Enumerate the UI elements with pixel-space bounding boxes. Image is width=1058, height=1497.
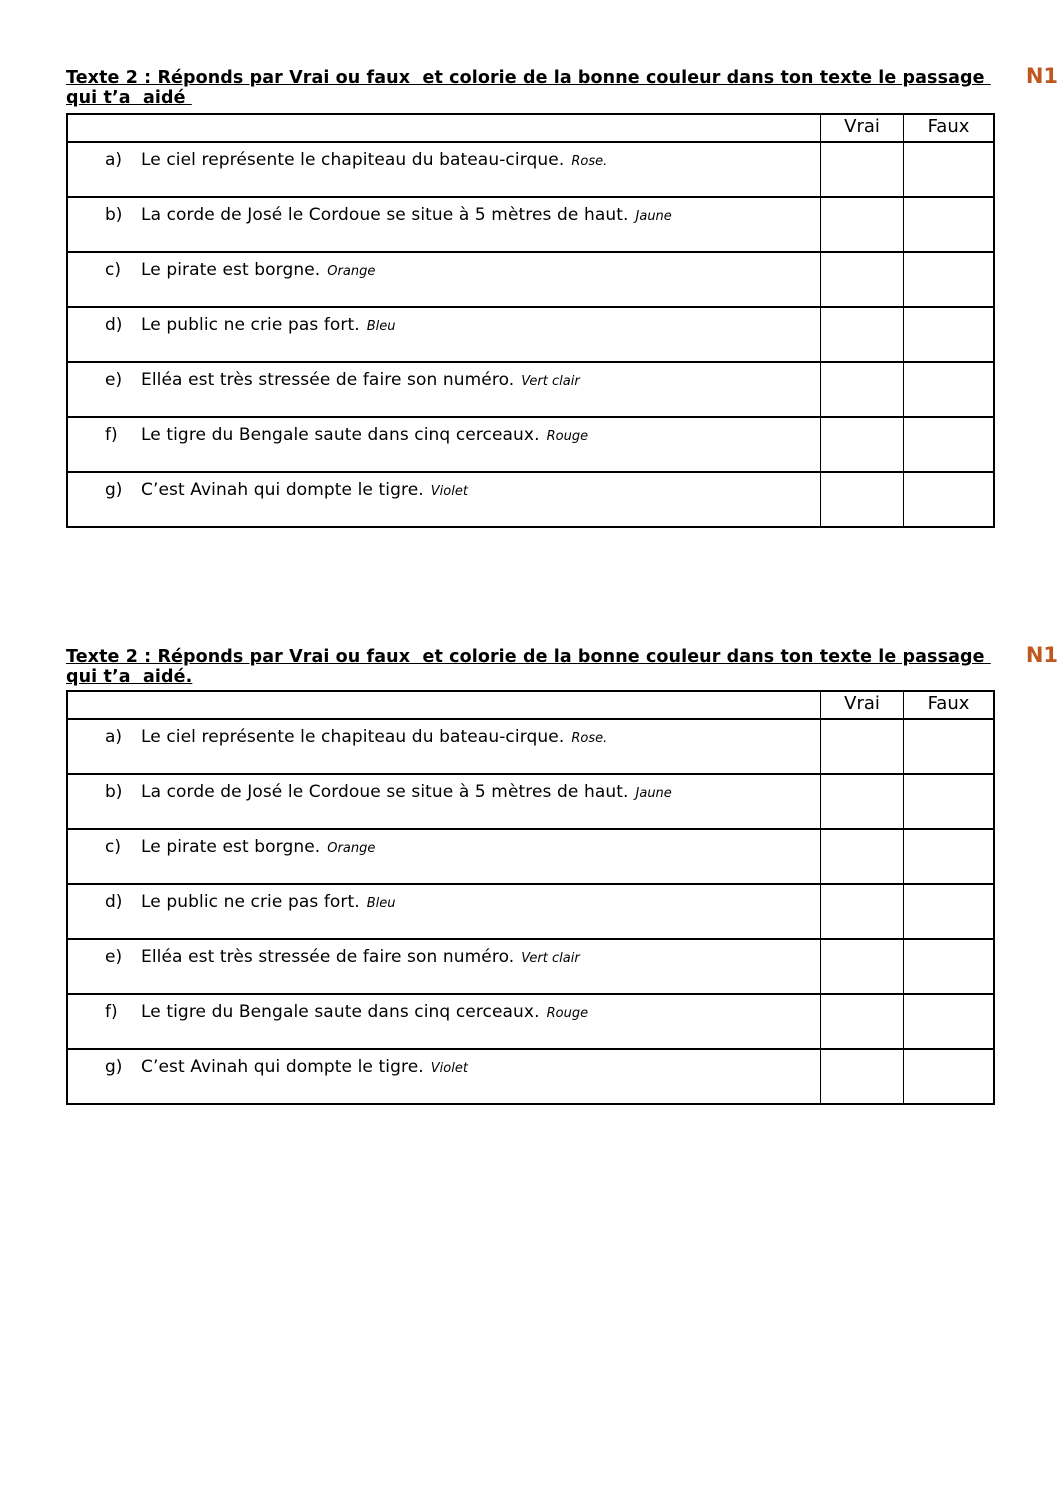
section2-title: Texte 2 : Réponds par Vrai ou faux et colorie de la bonne couleur dans ton texte le passage qui t’a aidé. xyxy=(66,647,991,687)
table-row xyxy=(68,718,993,773)
vrai-answer-cell[interactable] xyxy=(820,253,903,306)
vrai-answer-cell[interactable] xyxy=(820,143,903,196)
table-row xyxy=(68,361,993,416)
item-letter: g) xyxy=(105,1057,123,1077)
color-hint: Rose. xyxy=(571,731,608,746)
item-letter: f) xyxy=(105,1002,118,1022)
header-faux: Faux xyxy=(903,115,993,141)
item-letter: e) xyxy=(105,947,123,967)
section2-title-line xyxy=(66,643,1058,687)
table-row xyxy=(68,196,993,251)
table-row xyxy=(68,306,993,361)
item-letter: d) xyxy=(105,315,123,335)
vrai-answer-cell[interactable] xyxy=(820,885,903,938)
faux-answer-cell[interactable] xyxy=(903,775,993,828)
faux-answer-cell[interactable] xyxy=(903,940,993,993)
vrai-answer-cell[interactable] xyxy=(820,940,903,993)
color-hint: Jaune xyxy=(635,786,672,801)
section2-level-badge: N1 xyxy=(1025,643,1058,667)
vrai-answer-cell[interactable] xyxy=(820,473,903,526)
color-hint: Orange xyxy=(327,264,376,279)
header-empty-cell xyxy=(68,692,820,718)
table-row xyxy=(68,773,993,828)
item-letter: d) xyxy=(105,892,123,912)
section1-title-line xyxy=(66,64,1058,108)
faux-answer-cell[interactable] xyxy=(903,1050,993,1103)
color-hint: Bleu xyxy=(366,319,396,334)
statement-text: Le ciel représente le chapiteau du bateau-cirque. xyxy=(141,727,565,747)
item-letter: g) xyxy=(105,480,123,500)
vrai-answer-cell[interactable] xyxy=(820,995,903,1048)
faux-answer-cell[interactable] xyxy=(903,995,993,1048)
quiz-table-1 xyxy=(66,113,995,528)
statement-text: C’est Avinah qui dompte le tigre. xyxy=(141,480,424,500)
statement-text: Le tigre du Bengale saute dans cinq cerceaux. xyxy=(141,425,540,445)
faux-answer-cell[interactable] xyxy=(903,308,993,361)
statement-text: Le pirate est borgne. xyxy=(141,260,321,280)
faux-answer-cell[interactable] xyxy=(903,363,993,416)
color-hint: Orange xyxy=(327,841,376,856)
table-row xyxy=(68,141,993,196)
faux-answer-cell[interactable] xyxy=(903,473,993,526)
faux-answer-cell[interactable] xyxy=(903,418,993,471)
color-hint: Jaune xyxy=(635,209,672,224)
section1-title: Texte 2 : Réponds par Vrai ou faux et colorie de la bonne couleur dans ton texte le passage qui t’a aidé xyxy=(66,68,991,108)
header-vrai: Vrai xyxy=(820,692,903,718)
color-hint: Rouge xyxy=(546,429,589,444)
table-row xyxy=(68,993,993,1048)
vrai-answer-cell[interactable] xyxy=(820,720,903,773)
item-letter: b) xyxy=(105,205,123,225)
vrai-answer-cell[interactable] xyxy=(820,308,903,361)
header-empty-cell xyxy=(68,115,820,141)
color-hint: Vert clair xyxy=(521,951,580,966)
statement-text: Le public ne crie pas fort. xyxy=(141,892,360,912)
quiz-table-2 xyxy=(66,690,995,1105)
faux-answer-cell[interactable] xyxy=(903,830,993,883)
table-row xyxy=(68,828,993,883)
statement-text: Elléa est très stressée de faire son numéro. xyxy=(141,947,515,967)
vrai-answer-cell[interactable] xyxy=(820,363,903,416)
statement-text: Le ciel représente le chapiteau du bateau-cirque. xyxy=(141,150,565,170)
color-hint: Bleu xyxy=(366,896,396,911)
faux-answer-cell[interactable] xyxy=(903,253,993,306)
statement-text: C’est Avinah qui dompte le tigre. xyxy=(141,1057,424,1077)
statement-text: Elléa est très stressée de faire son numéro. xyxy=(141,370,515,390)
item-letter: c) xyxy=(105,837,121,857)
item-letter: e) xyxy=(105,370,123,390)
section1-level-badge: N1 xyxy=(1025,64,1058,88)
faux-answer-cell[interactable] xyxy=(903,143,993,196)
item-letter: a) xyxy=(105,727,123,747)
faux-answer-cell[interactable] xyxy=(903,720,993,773)
color-hint: Rouge xyxy=(546,1006,589,1021)
vrai-answer-cell[interactable] xyxy=(820,775,903,828)
faux-answer-cell[interactable] xyxy=(903,885,993,938)
vrai-answer-cell[interactable] xyxy=(820,418,903,471)
table-row xyxy=(68,1048,993,1103)
table-row xyxy=(68,883,993,938)
table-row xyxy=(68,251,993,306)
vrai-answer-cell[interactable] xyxy=(820,1050,903,1103)
vrai-answer-cell[interactable] xyxy=(820,198,903,251)
table-header-row xyxy=(68,115,993,141)
item-letter: c) xyxy=(105,260,121,280)
table-row xyxy=(68,416,993,471)
statement-text: La corde de José le Cordoue se situe à 5 mètres de haut. xyxy=(141,205,629,225)
statement-text: Le pirate est borgne. xyxy=(141,837,321,857)
table-row xyxy=(68,471,993,526)
item-letter: f) xyxy=(105,425,118,445)
table-header-row xyxy=(68,692,993,718)
item-letter: b) xyxy=(105,782,123,802)
faux-answer-cell[interactable] xyxy=(903,198,993,251)
header-faux: Faux xyxy=(903,692,993,718)
table-row xyxy=(68,938,993,993)
color-hint: Rose. xyxy=(571,154,608,169)
color-hint: Violet xyxy=(430,1061,468,1076)
color-hint: Violet xyxy=(430,484,468,499)
statement-text: Le tigre du Bengale saute dans cinq cerceaux. xyxy=(141,1002,540,1022)
color-hint: Vert clair xyxy=(521,374,580,389)
statement-text: Le public ne crie pas fort. xyxy=(141,315,360,335)
header-vrai: Vrai xyxy=(820,115,903,141)
item-letter: a) xyxy=(105,150,123,170)
vrai-answer-cell[interactable] xyxy=(820,830,903,883)
statement-text: La corde de José le Cordoue se situe à 5 mètres de haut. xyxy=(141,782,629,802)
